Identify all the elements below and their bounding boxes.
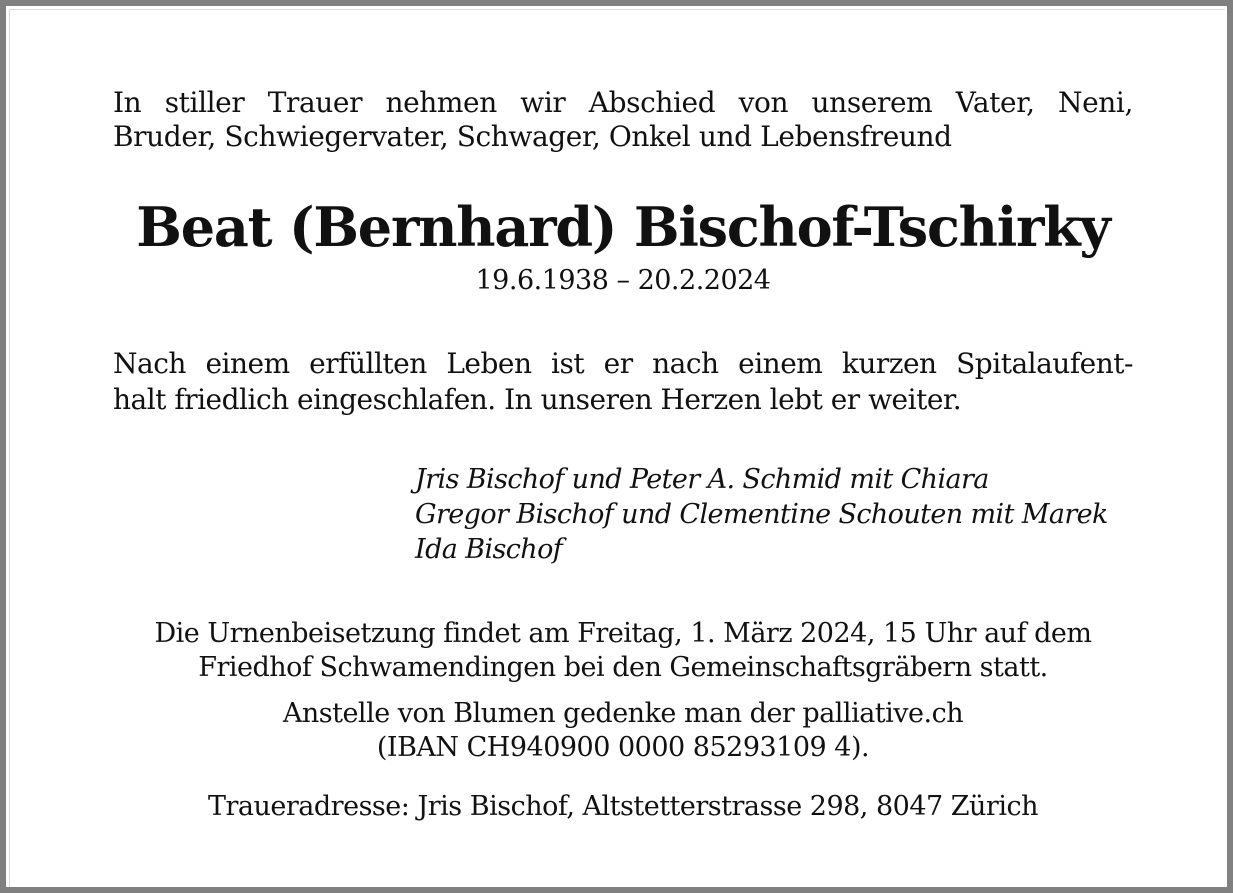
intro-line-1: In stiller Trauer nehmen wir Abschied von unserem Vater, Neni, [113, 86, 1133, 119]
message-line-1: Nach einem erfüllten Leben ist er nach einem kurzen Spitalaufent- [113, 347, 1133, 380]
intro-line-2: Bruder, Schwiegervater, Schwager, Onkel und Lebensfreund [113, 120, 952, 153]
message-line-2: halt friedlich eingeschlafen. In unseren Herzen lebt er weiter. [113, 383, 962, 416]
donation-notice [113, 697, 1133, 765]
burial-notice [113, 617, 1133, 685]
mourning-address: Traueradresse: Jris Bischof, Altstetterstrasse 298, 8047 Zürich [208, 791, 1038, 822]
donation-line-2: (IBAN CH940900 0000 85293109 4). [376, 732, 870, 763]
burial-line-1: Die Urnenbeisetzung findet am Freitag, 1. März 2024, 15 Uhr auf dem [154, 618, 1092, 649]
intro-text [113, 86, 1133, 154]
memorial-message [113, 346, 1133, 418]
deceased-name: Beat (Bernhard) Bischof-Tschirky [136, 195, 1110, 259]
life-dates: 19.6.1938 – 20.2.2024 [475, 265, 771, 296]
family-signatures [415, 462, 1145, 567]
family-member: Jris Bischof und Peter A. Schmid mit Chiara [415, 464, 989, 495]
family-member: Ida Bischof [415, 534, 563, 565]
family-member: Gregor Bischof und Clementine Schouten mit Marek [415, 499, 1108, 530]
donation-line-1: Anstelle von Blumen gedenke man der palliative.ch [282, 698, 964, 729]
burial-line-2: Friedhof Schwamendingen bei den Gemeinschaftsgräbern statt. [198, 652, 1048, 683]
